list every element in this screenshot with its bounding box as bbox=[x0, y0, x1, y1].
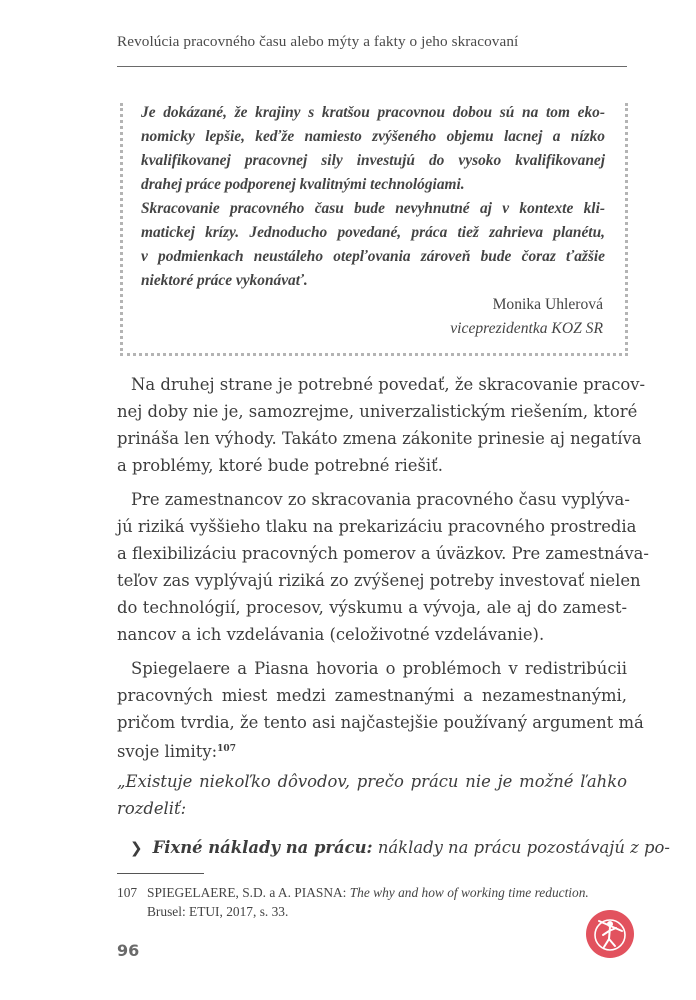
body-line: prináša len výhody. Takáto zmena zákonite prinesie aj negatíva bbox=[117, 429, 642, 448]
body-paragraph-3 bbox=[117, 655, 644, 765]
quote-line: niektoré práce vykonávať. bbox=[141, 272, 308, 289]
footnote bbox=[117, 883, 637, 921]
body-line: a flexibilizáciu pracovných pomerov a úväzkov. Pre zamestnáva- bbox=[117, 544, 649, 563]
page-number: 96 bbox=[117, 941, 140, 960]
body-line: „Existuje niekoľko dôvodov, prečo prácu nie je možné ľahko bbox=[117, 772, 627, 791]
body-line: pracovných miest medzi zamestnanými a nezamestnanými, bbox=[117, 686, 627, 705]
body-paragraph-2 bbox=[117, 486, 649, 648]
quote-paragraph-2 bbox=[141, 197, 605, 293]
body-line: Pre zamestnancov zo skracovania pracovného času vyplýva- bbox=[131, 490, 630, 509]
footnote-line-2: Brusel: ETUI, 2017, s. 33. bbox=[147, 904, 289, 919]
body-line bbox=[117, 736, 627, 765]
quote-line: v podmienkach neustáleho otepľovania zároveň bude čoraz ťažšie bbox=[141, 248, 605, 265]
body-line: jú riziká vyššieho tlaku na prekarizáciu pracovného prostredia bbox=[117, 517, 637, 536]
bullet-label: Fixné náklady na prácu: bbox=[152, 838, 373, 857]
publisher-logo bbox=[585, 909, 635, 959]
quote-paragraph-1 bbox=[141, 101, 605, 197]
quote-author-role: viceprezidentka KOZ SR bbox=[450, 320, 603, 337]
body-line: nancov a ich vzdelávania (celoživotné vzdelávanie). bbox=[117, 625, 545, 644]
body-line: Na druhej strane je potrebné povedať, že skracovanie pracov- bbox=[131, 375, 646, 394]
body-paragraph-1 bbox=[117, 371, 646, 479]
body-line: teľov zas vyplývajú riziká zo zvýšenej potreby investovať nielen bbox=[117, 571, 641, 590]
quote-line: matickej krízy. Jednoducho povedané, práca tiež zahrieva planétu, bbox=[141, 224, 605, 241]
body-line: pričom tvrdia, že tento asi najčastejšie používaný argument má bbox=[117, 713, 644, 732]
footnote-reference[interactable]: 107 bbox=[217, 744, 236, 754]
header-rule bbox=[117, 66, 627, 67]
quoted-passage bbox=[117, 768, 627, 822]
quote-line: drahej práce podporenej kvalitnými technológiami. bbox=[141, 176, 465, 193]
quote-author: Monika Uhlerová bbox=[492, 296, 603, 313]
body-line: Spiegelaere a Piasna hovoria o problémoch v redistribúcii bbox=[131, 659, 627, 678]
body-line: a problémy, ktoré bude potrebné riešiť. bbox=[117, 456, 443, 475]
chevron-right-icon: ❯ bbox=[130, 839, 143, 857]
footnote-number: 107 bbox=[117, 885, 138, 900]
footnote-rule bbox=[117, 873, 204, 874]
footnote-title: The why and how of working time reduction. bbox=[349, 885, 589, 900]
bullet-item bbox=[130, 834, 670, 862]
bullet-text: náklady na prácu pozostávajú z po- bbox=[372, 838, 670, 857]
body-line: do technológií, procesov, výskumu a vývoja, ale aj do zamest- bbox=[117, 598, 627, 617]
quote-line: nomicky lepšie, keďže namiesto zvýšeného objemu lacnej a nízko bbox=[141, 128, 605, 145]
running-head: Revolúcia pracovného času alebo mýty a fakty o jeho skracovaní bbox=[117, 33, 519, 50]
footnote-text: SPIEGELAERE, S.D. a A. PIASNA: bbox=[147, 885, 350, 900]
body-line-text: svoje limity: bbox=[117, 742, 218, 761]
quote-line: Skracovanie pracovného času bude nevyhnutné aj v kontexte kli- bbox=[141, 200, 605, 217]
quote-line: Je dokázané, že krajiny s kratšou pracovnou dobou sú na tom eko- bbox=[141, 104, 605, 121]
quote-line: kvalifikovanej pracovnej sily investujú do vysoko kvalifikovanej bbox=[141, 152, 605, 169]
body-line: rozdeliť: bbox=[117, 799, 187, 818]
body-line: nej doby nie je, samozrejme, univerzalistickým riešením, ktoré bbox=[117, 402, 638, 421]
